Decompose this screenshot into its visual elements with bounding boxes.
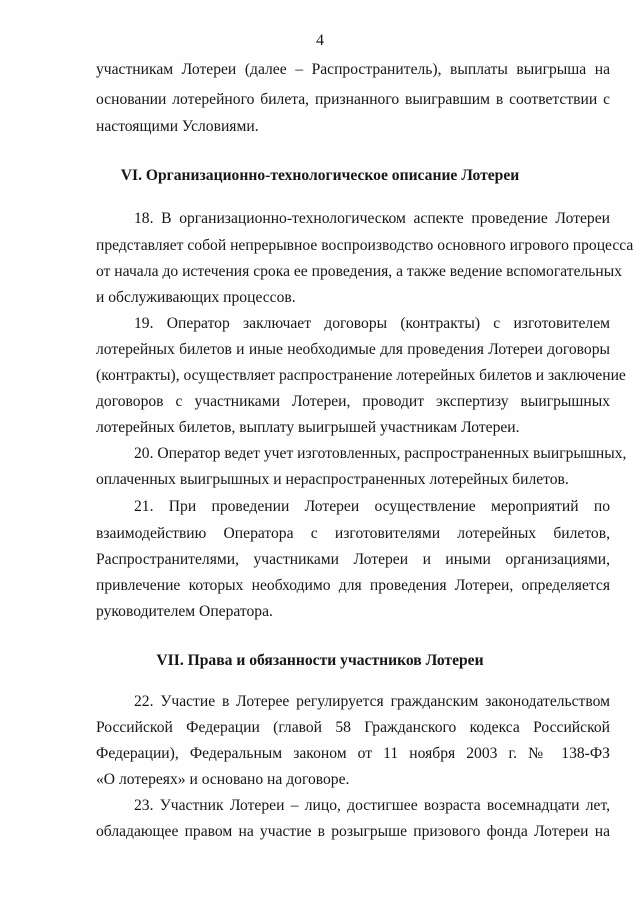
paragraph-line: Распространителями, участниками Лотереи и иными организациями,	[96, 551, 610, 568]
paragraph-line: «О лотереях» и основано на договоре.	[96, 771, 350, 788]
paragraph-line: 23. Участник Лотереи – лицо, достигшее возраста восемнадцати лет,	[134, 797, 610, 814]
paragraph-line: основании лотерейного билета, признанного выигравшим в соответствии с	[96, 91, 610, 108]
paragraph-line: участникам Лотереи (далее – Распространитель), выплаты выигрыша на	[96, 61, 610, 78]
paragraph-line: взаимодействию Оператора с изготовителями лотерейных билетов,	[96, 525, 610, 542]
paragraph-line: Федерации), Федеральным законом от 11 ноября 2003 г. № 138-ФЗ	[96, 745, 610, 762]
paragraph-line: представляет собой непрерывное воспроизводство основного игрового процесса	[96, 237, 634, 254]
paragraph-line: привлечение которых необходимо для проведения Лотереи, определяется	[96, 577, 610, 594]
paragraph-line: лотерейных билетов и иные необходимые для проведения Лотереи договоры	[96, 341, 610, 358]
paragraph-line: руководителем Оператора.	[96, 603, 273, 620]
paragraph-line: обладающее правом на участие в розыгрыше призового фонда Лотереи на	[96, 823, 610, 840]
paragraph-line: настоящими Условиями.	[96, 118, 259, 135]
paragraph-line: 19. Оператор заключает договоры (контракты) с изготовителем	[134, 315, 610, 332]
paragraph-line: 20. Оператор ведет учет изготовленных, распространенных выигрышных,	[134, 445, 627, 462]
paragraph-line: от начала до истечения срока ее проведения, а также ведение вспомогательных	[96, 263, 622, 280]
paragraph-line: оплаченных выигрышных и нераспространенных лотерейных билетов.	[96, 471, 569, 488]
paragraph-line: Российской Федерации (главой 58 Гражданского кодекса Российской	[96, 719, 610, 736]
paragraph-line: договоров с участниками Лотереи, проводит экспертизу выигрышных	[96, 393, 610, 410]
paragraph-line: 21. При проведении Лотереи осуществление мероприятий по	[134, 498, 610, 515]
paragraph-line: и обслуживающих процессов.	[96, 289, 296, 306]
page-number: 4	[316, 32, 324, 49]
paragraph-line: (контракты), осуществляет распространение лотерейных билетов и заключение	[96, 367, 626, 384]
paragraph-line: 18. В организационно-технологическом аспекте проведение Лотереи	[134, 210, 610, 227]
paragraph-line: 22. Участие в Лотерее регулируется гражданским законодательством	[134, 693, 610, 710]
section-heading-vii: VII. Права и обязанности участников Лотереи	[156, 652, 484, 669]
paragraph-line: лотерейных билетов, выплату выигрышей участникам Лотереи.	[96, 419, 520, 436]
section-heading-vi: VI. Организационно-технологическое описание Лотереи	[120, 167, 520, 184]
